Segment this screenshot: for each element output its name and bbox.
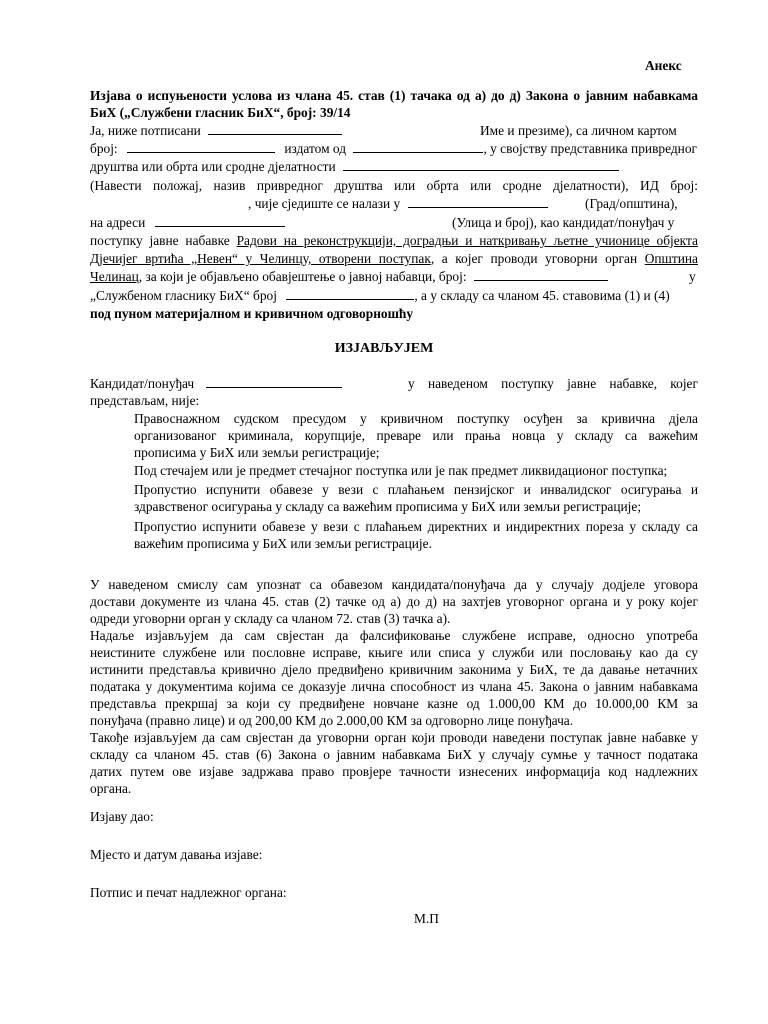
signature-given-by: Изјаву дао: <box>90 809 154 824</box>
declaration-text-segment: у наведеном поступку јавне набавке, којег <box>408 376 698 391</box>
document-title-line-2: БиХ („Службени гласник БиХ“, број: 39/14 <box>90 105 351 120</box>
intro-text-segment: друштва или обрта или сродне дјелатности <box>90 159 336 174</box>
contracting-authority: Општина <box>644 251 698 266</box>
blank-id-number <box>127 141 275 153</box>
body-line: органа. <box>90 781 132 796</box>
intro-text-segment: поступку јавне набавке <box>90 233 230 248</box>
intro-text <box>90 214 285 231</box>
exclusion-item-line: Пропустио испунити обавезе у вези с плаћањем пензијског и инвалидског осигурања и <box>134 482 698 497</box>
intro-text-segment: (Навести положај, назив привредног друштва или обрта или сродне дјелатности), ИД број: <box>90 178 698 193</box>
intro-text <box>90 122 342 139</box>
blank-address <box>155 215 285 227</box>
declaration-text-segment: представљам, није: <box>90 393 200 408</box>
blank-gazette-number <box>286 288 414 300</box>
body-line: одреди уговорни орган у складу са чланом 72. став (3) тачка а). <box>90 611 451 626</box>
contracting-authority-continued: Челинац <box>90 269 139 284</box>
blank-company <box>343 159 619 171</box>
body-line: У наведеном смислу сам упознат са обавезом кандидата/понуђача да у случају додјеле уговора <box>90 577 698 592</box>
intro-text-segment: , а којег проводи уговорни орган <box>430 251 638 266</box>
intro-text <box>90 250 698 267</box>
document-title-line-1: Изјава о испуњености услова из члана 45. став (1) тачака од а) до д) Закона о јавним набавкама <box>90 88 698 103</box>
blank-city <box>408 196 548 208</box>
intro-text-segment: Ја, ниже потписани <box>90 123 201 138</box>
intro-text <box>90 268 608 285</box>
signature-stamp-label: Потпис и печат надлежног органа: <box>90 885 287 900</box>
intro-text-segment: на адреси <box>90 215 146 230</box>
body-line: представља прекршај за који су предвиђене новчане казне од 1.000,00 КМ до 10.000,00 КМ за <box>90 696 698 711</box>
annex-label: Анекс <box>645 58 682 73</box>
body-line: истинити представља кривично дјело предвиђено кривичним законима у БиХ, те да давање нетачних <box>90 662 698 677</box>
exclusion-item-line: организованог криминала, корупције, преваре или прања новца у складу са важећим <box>134 428 698 443</box>
blank-full-name <box>208 123 342 135</box>
exclusion-item-line: важећим прописима у БиХ или земљи регистрације. <box>134 536 432 551</box>
body-line: Такође изјављујем да сам свјестан да уговорни орган који проводи наведени поступак јавне набавке у <box>90 730 698 745</box>
exclusion-item-line: Пропустио испунити обавезе у вези с плаћањем директних и индиректних пореза у складу са <box>134 519 698 534</box>
intro-text-segment: Име и презиме), са личном картом <box>480 123 677 138</box>
liability-statement: под пуном материјалном и кривичном одговорношћу <box>90 306 414 321</box>
body-line: Надаље изјављујем да сам свјестан да фалсификовање службене исправе, односно употреба <box>90 628 698 643</box>
procurement-subject-continued: Дјечијег вртића „Невен“ у Челинцу, отворени поступак <box>90 251 431 266</box>
blank-candidate <box>206 376 342 388</box>
signature-place-date: Мјесто и датум давања изјаве: <box>90 847 263 862</box>
intro-text <box>90 158 619 175</box>
exclusion-item-line: здравственог осигурања у складу са важећим прописима у БиХ или земљи регистрације; <box>134 499 642 514</box>
intro-text-segment: (Улица и број), као кандидат/понуђач у <box>452 215 675 230</box>
intro-text <box>90 287 670 304</box>
body-line: података у документима којима се доказује лична способност из члана 45. Закона о јавним набавкама <box>90 679 698 694</box>
intro-text-segment: , у својству представника привредног <box>483 141 698 156</box>
declaration-text <box>408 375 698 392</box>
body-line: понуђача (правно лице) и од 200,00 КМ до 2.000,00 КМ за одговорно лице понуђача. <box>90 713 574 728</box>
intro-text <box>90 140 697 157</box>
intro-text-segment: , чије сједиште се налази у <box>248 196 401 211</box>
body-line: складу са чланом 45. став (6) Закона о јавним набавкама БиХ у случају сумње у тачност података <box>90 747 698 762</box>
intro-text-segment: издатом од <box>284 141 347 156</box>
blank-issued-by <box>353 141 483 153</box>
intro-text-segment: у <box>689 269 696 284</box>
body-line: датих путем ове изјаве задржава право провјере тачности изнесених информација код надлежних <box>90 764 698 779</box>
exclusion-item-line: прописима у БиХ или земљи регистрације; <box>134 445 380 460</box>
procurement-subject: Радови на реконструкцији, доградњи и наткривању љетне учионице објекта <box>236 233 698 248</box>
declaration-heading: ИЗЈАВЉУЈЕМ <box>334 341 434 356</box>
intro-text <box>90 232 698 249</box>
stamp-mark: М.П <box>414 911 439 926</box>
intro-text-segment: , а у складу са чланом 45. ставовима (1) и (4) <box>414 288 670 303</box>
exclusion-item-line: Под стечајем или је предмет стечајног поступка или је пак предмет ликвидационог поступка; <box>134 463 668 478</box>
declaration-text-segment: Кандидат/понуђач <box>90 376 195 391</box>
declaration-text <box>90 375 342 392</box>
intro-text-segment: број: <box>90 141 118 156</box>
intro-text <box>248 195 548 212</box>
intro-text-segment: , за који је објављено обавјештење о јавној набавци, број: <box>138 269 467 284</box>
blank-notice-number <box>474 269 608 281</box>
intro-text-segment: „Службеном гласнику БиХ“ број <box>90 288 277 303</box>
intro-text-segment: (Град/општина), <box>585 196 678 211</box>
body-line: достави документе из члана 45. став (2) тачке од а) до д) на захтјев уговорног органа и у року којег <box>90 594 698 609</box>
body-line: неистините службене или пословне исправе, књиге или списа у служби или пословању као да су <box>90 645 698 660</box>
exclusion-item-line: Правоснажном судском пресудом у кривичном поступку осуђен за кривична дјела <box>134 411 698 426</box>
